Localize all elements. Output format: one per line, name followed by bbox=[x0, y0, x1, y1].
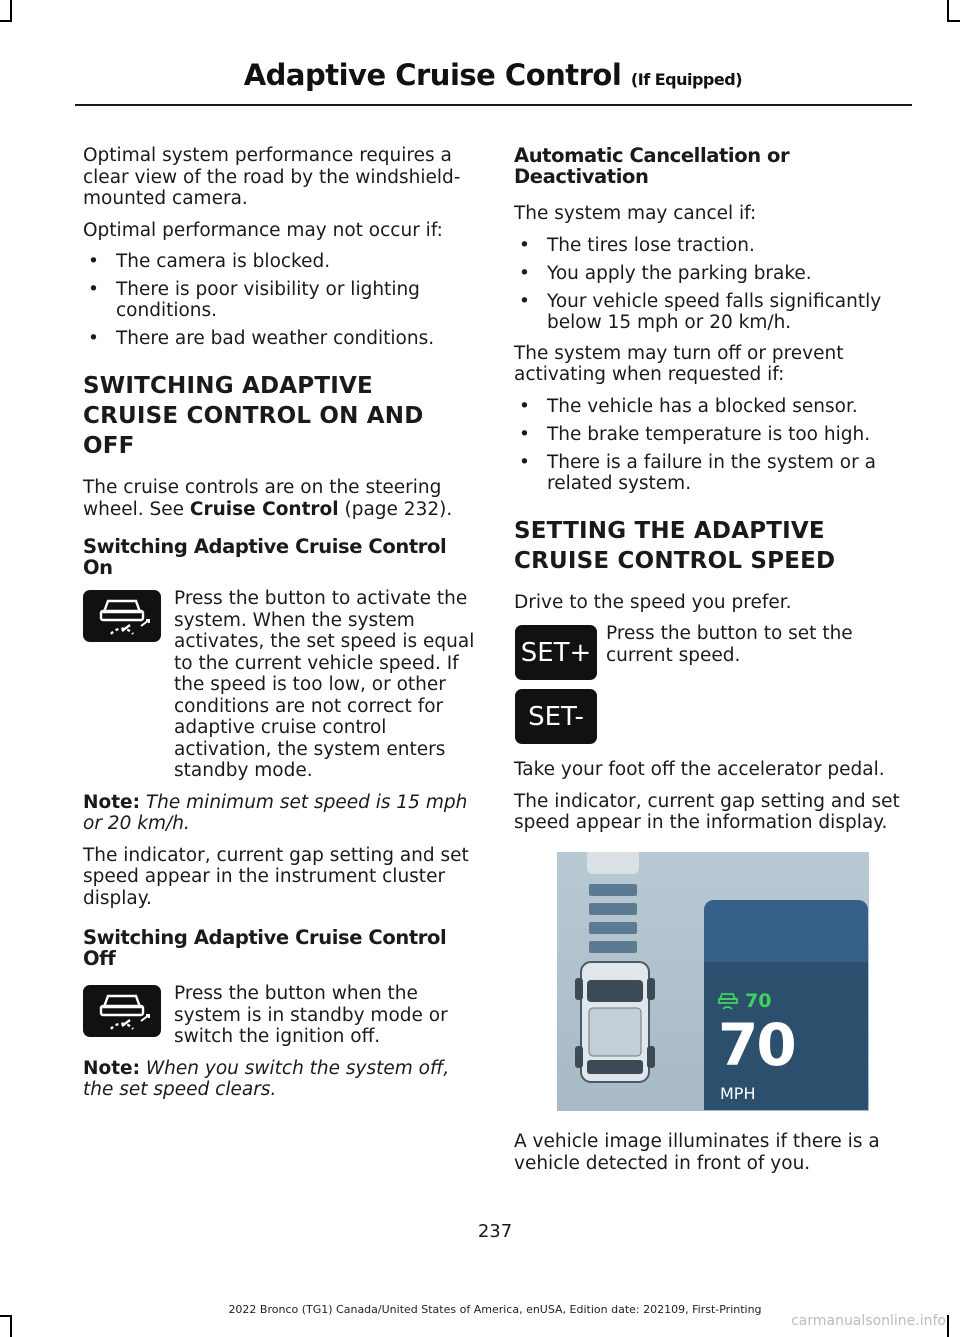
note-text: When you switch the system off, the set speed clears. bbox=[83, 1057, 450, 1100]
list-item: • The vehicle has a blocked sensor. bbox=[514, 396, 909, 417]
bullet-list bbox=[514, 396, 909, 494]
list-item: • There is poor visibility or lighting conditions. bbox=[83, 279, 476, 321]
text: (page 232). bbox=[338, 498, 453, 520]
set-minus-button-icon: SET- bbox=[515, 689, 597, 744]
heading-line: SETTING THE ADAPTIVE bbox=[514, 517, 825, 544]
list-item: • The camera is blocked. bbox=[83, 251, 476, 272]
paragraph: Drive to the speed you prefer. bbox=[514, 591, 792, 613]
watermark: carmanualsonline.info bbox=[791, 1313, 946, 1329]
gap-bar bbox=[589, 922, 637, 934]
note-label: Note: bbox=[83, 1057, 140, 1079]
edition-footer: 2022 Bronco (TG1) Canada/United States of America, enUSA, Edition date: 202109, First-Printing bbox=[228, 1303, 762, 1316]
crop-mark bbox=[0, 20, 12, 22]
paragraph bbox=[83, 477, 476, 520]
crop-mark bbox=[947, 0, 949, 22]
page-header bbox=[0, 58, 742, 92]
set-speed-value: 70 bbox=[745, 990, 772, 1012]
heading-line: SWITCHING ADAPTIVE bbox=[83, 373, 373, 399]
list-item: • The brake temperature is too high. bbox=[514, 424, 909, 445]
note bbox=[83, 792, 476, 835]
paragraph: A vehicle image illuminates if there is a vehicle detected in front of you. bbox=[514, 1131, 880, 1174]
acc-indicator-icon bbox=[718, 992, 740, 1010]
crop-mark bbox=[10, 0, 12, 22]
paragraph: The system may turn off or prevent activating when requested if: bbox=[514, 342, 844, 385]
heading-line: CRUISE CONTROL SPEED bbox=[514, 547, 836, 574]
paragraph: Optimal system performance requires a clear view of the road by the windshield-mounted camera. bbox=[83, 145, 461, 209]
icon-row bbox=[514, 623, 909, 759]
right-column bbox=[514, 145, 909, 844]
paragraph: The indicator, current gap setting and set speed appear in the information display. bbox=[514, 790, 900, 833]
set-plus-button-icon: SET+ bbox=[515, 625, 597, 680]
paragraph: Press the button to set the current speed. bbox=[606, 623, 853, 666]
speed-panel bbox=[704, 900, 868, 1110]
crop-mark bbox=[947, 20, 960, 22]
subsection-heading: Switching Adaptive Cruise Control On bbox=[83, 535, 447, 579]
list-item: • The tires lose traction. bbox=[514, 235, 909, 256]
header-title: Adaptive Cruise Control bbox=[243, 58, 622, 92]
lead-vehicle-icon bbox=[587, 852, 639, 874]
crop-mark bbox=[947, 1315, 949, 1337]
own-vehicle-icon bbox=[575, 958, 655, 1086]
paragraph: Optimal performance may not occur if: bbox=[83, 219, 443, 241]
subsection-heading: Switching Adaptive Cruise Control Off bbox=[83, 926, 447, 970]
list-item: • There are bad weather conditions. bbox=[83, 328, 476, 349]
list-item: • Your vehicle speed falls significantly below 15 mph or 20 km/h. bbox=[514, 291, 909, 333]
icon-row bbox=[83, 983, 476, 1048]
icon-row bbox=[83, 588, 476, 782]
paragraph: Take your foot off the accelerator pedal. bbox=[514, 759, 885, 780]
paragraph: Press the button when the system is in standby mode or switch the ignition off. bbox=[174, 983, 448, 1047]
header-subtitle: (If Equipped) bbox=[630, 70, 742, 89]
header-rule bbox=[75, 104, 912, 106]
adaptive-cruise-button-icon bbox=[83, 985, 161, 1037]
left-column bbox=[83, 145, 476, 1111]
paragraph: The indicator, current gap setting and set speed appear in the instrument cluster display. bbox=[83, 844, 469, 909]
section-heading bbox=[83, 371, 476, 461]
adaptive-cruise-button-icon bbox=[83, 590, 161, 642]
bullet-list bbox=[83, 251, 476, 349]
subsection-heading: Automatic Cancellation or Deactivation bbox=[514, 144, 790, 188]
note-label: Note: bbox=[83, 791, 140, 813]
bullet-list bbox=[514, 235, 909, 333]
gap-bar bbox=[589, 884, 637, 896]
page-number: 237 bbox=[477, 1221, 513, 1242]
text: The cruise controls are on the steering wheel. See bbox=[83, 477, 442, 520]
note-text: The minimum set speed is 15 mph or 20 km/h. bbox=[83, 791, 468, 834]
gap-bar bbox=[589, 903, 637, 915]
speed-unit: MPH bbox=[720, 1084, 756, 1103]
section-heading bbox=[514, 516, 909, 576]
paragraph: The system may cancel if: bbox=[514, 203, 757, 224]
information-display-illustration bbox=[557, 852, 869, 1111]
list-item: • You apply the parking brake. bbox=[514, 263, 909, 284]
current-speed-value: 70 bbox=[718, 1011, 795, 1079]
cross-reference-link[interactable]: Cruise Control bbox=[189, 498, 339, 520]
crop-mark bbox=[10, 1315, 12, 1337]
acc-indicator bbox=[718, 990, 771, 1012]
panel-top bbox=[704, 900, 868, 962]
paragraph: Press the button to activate the system. When the system activates, the set speed is equal to the current vehicle speed. If the speed is too low, or other conditions are not correct for adaptive cruise control activation, the system enters standby mode. bbox=[174, 588, 475, 781]
list-item: • There is a failure in the system or a related system. bbox=[514, 452, 909, 494]
gap-bar bbox=[589, 941, 637, 953]
note bbox=[83, 1058, 476, 1101]
heading-line: CRUISE CONTROL ON AND OFF bbox=[83, 403, 424, 459]
